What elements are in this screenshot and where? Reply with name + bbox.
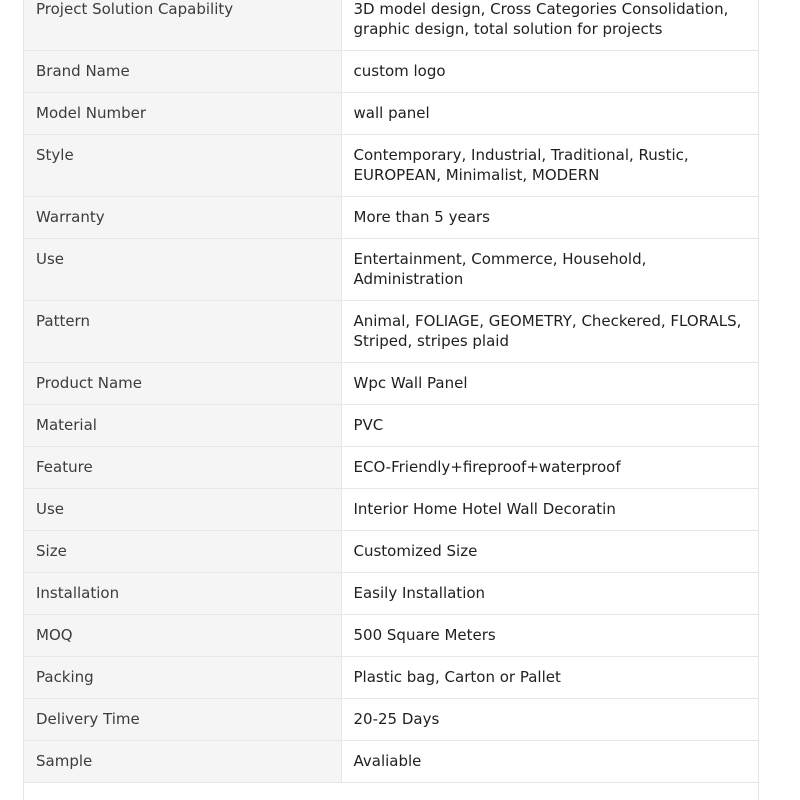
spec-value: custom logo (341, 51, 758, 93)
product-spec-table (24, 0, 758, 783)
spec-label: Use (24, 489, 341, 531)
spec-label: Installation (24, 573, 341, 615)
table-row (24, 657, 758, 699)
table-row (24, 93, 758, 135)
spec-label: Delivery Time (24, 699, 341, 741)
table-row (24, 0, 758, 51)
spec-value: Entertainment, Commerce, Household, Administration (341, 239, 758, 301)
table-row (24, 741, 758, 783)
spec-value: Plastic bag, Carton or Pallet (341, 657, 758, 699)
spec-value: 3D model design, Cross Categories Consolidation, graphic design, total solution for projects (341, 0, 758, 51)
spec-label: Pattern (24, 301, 341, 363)
table-row (24, 615, 758, 657)
spec-value: Contemporary, Industrial, Traditional, Rustic, EUROPEAN, Minimalist, MODERN (341, 135, 758, 197)
spec-value: wall panel (341, 93, 758, 135)
spec-label: Project Solution Capability (24, 0, 341, 51)
spec-value: Avaliable (341, 741, 758, 783)
table-row (24, 197, 758, 239)
table-row (24, 531, 758, 573)
table-row (24, 239, 758, 301)
spec-value: Interior Home Hotel Wall Decoratin (341, 489, 758, 531)
spec-value: ECO-Friendly+fireproof+waterproof (341, 447, 758, 489)
table-row (24, 301, 758, 363)
spec-label: MOQ (24, 615, 341, 657)
spec-label: Brand Name (24, 51, 341, 93)
spec-value: 20-25 Days (341, 699, 758, 741)
spec-table-container (23, 0, 759, 800)
table-row (24, 135, 758, 197)
spec-label: Material (24, 405, 341, 447)
spec-value: 500 Square Meters (341, 615, 758, 657)
spec-label: Packing (24, 657, 341, 699)
spec-value: Easily Installation (341, 573, 758, 615)
spec-label: Product Name (24, 363, 341, 405)
spec-value: More than 5 years (341, 197, 758, 239)
table-row (24, 363, 758, 405)
spec-label: Warranty (24, 197, 341, 239)
table-row (24, 447, 758, 489)
spec-label: Style (24, 135, 341, 197)
spec-value: Customized Size (341, 531, 758, 573)
table-row (24, 51, 758, 93)
table-row (24, 489, 758, 531)
spec-label: Use (24, 239, 341, 301)
spec-label: Sample (24, 741, 341, 783)
spec-label: Model Number (24, 93, 341, 135)
spec-value: Wpc Wall Panel (341, 363, 758, 405)
spec-label: Size (24, 531, 341, 573)
spec-value: PVC (341, 405, 758, 447)
table-row (24, 699, 758, 741)
spec-value: Animal, FOLIAGE, GEOMETRY, Checkered, FLORALS, Striped, stripes plaid (341, 301, 758, 363)
spec-label: Feature (24, 447, 341, 489)
table-row (24, 405, 758, 447)
table-row (24, 573, 758, 615)
